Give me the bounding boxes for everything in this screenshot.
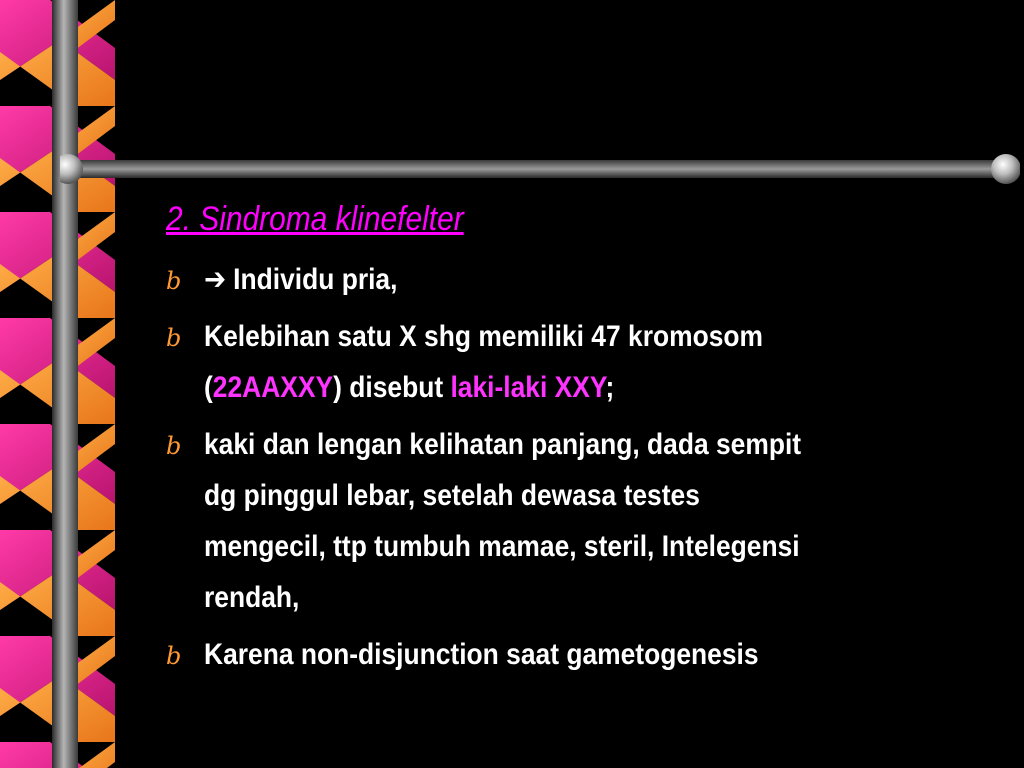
karyotype-highlight: 22AAXXY [212,371,334,404]
bullet-text-end: ; [605,371,615,404]
term-highlight: laki-laki XXY [450,371,606,404]
bullet-line [204,362,875,413]
bullet-item [166,311,966,413]
bullet-text: kaki dan lengan kelihatan panjang, dada sempit [204,428,802,461]
bullet-text: dg pinggul lebar, setelah dewasa testes [204,479,700,512]
bullet-text: mengecil, ttp tumbuh mamae, steril, Intelegensi [204,530,800,563]
paren-open: ( [204,371,213,404]
bullet-item [166,629,966,680]
bullet-line [204,254,875,305]
horizontal-bar-decoration [60,152,1020,186]
bullet-icon: b [166,642,182,670]
slide-title: 2. Sindroma klinefelter [166,200,464,238]
bullet-list [166,254,966,680]
slide-content [166,196,966,686]
bullet-text-mid: ) disebut [333,371,451,404]
bullet-icon: b [166,267,182,295]
bullet-text: rendah, [204,581,300,614]
bullet-text: Karena non-disjunction saat gametogenesis [204,638,759,671]
bullet-icon: b [166,432,182,460]
bullet-text: Kelebihan satu X shg memiliki 47 kromosom [204,320,763,353]
bullet-text: Individu pria, [233,263,398,296]
arrow-right-icon: ➔ [204,263,227,296]
bullet-item [166,254,966,305]
bullet-icon: b [166,324,182,352]
ribbon-decoration [0,0,115,768]
bullet-item [166,419,966,623]
